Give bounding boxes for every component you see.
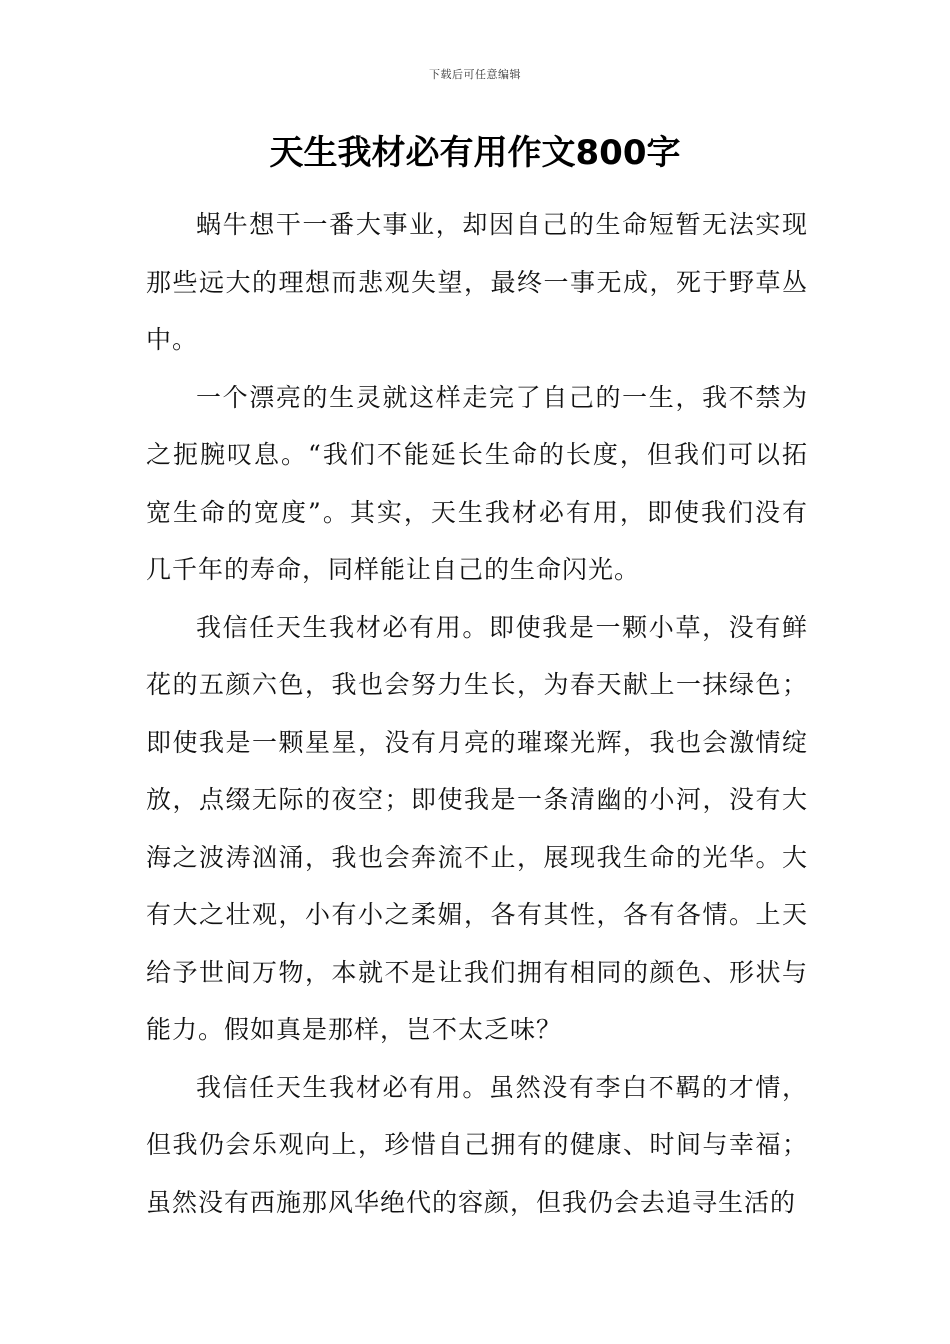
document-body (146, 196, 808, 1231)
paragraph: 蜗牛想干一番大事业，却因自己的生命短暂无法实现那些远大的理想而悲观失望，最终一事无成，死于野草丛中。 (146, 210, 808, 354)
paragraph: 我信任天生我材必有用。虽然没有李白不羁的才情，但我仍会乐观向上，珍惜自己拥有的健康、时间与幸福；虽然没有西施那风华绝代的容颜，但我仍会去追寻生活的 (146, 1072, 808, 1217)
document-title: 天生我材必有用作文800字 (269, 133, 681, 173)
paragraph: 一个漂亮的生灵就这样走完了自己的一生，我不禁为之扼腕叹息。“我们不能延长生命的长度，但我们可以拓宽生命的宽度”。其实，天生我材必有用，即使我们没有几千年的寿命，同样能让自己的生命闪光。 (146, 382, 808, 584)
paragraph: 我信任天生我材必有用。即使我是一颗小草，没有鲜花的五颜六色，我也会努力生长，为春天献上一抹绿色；即使我是一颗星星，没有月亮的璀璨光辉，我也会激情绽放，点缀无际的夜空；即使我是一条清幽的小河，没有大海之波涛汹涌，我也会奔流不止，展现我生命的光华。大有大之壮观，小有小之柔媚，各有其性，各有各情。上天给予世间万物，本就不是让我们拥有相同的颜色、形状与能力。假如真是那样，岂不太乏味？ (146, 612, 808, 1044)
header-note: 下载后可任意编辑 (429, 68, 521, 81)
